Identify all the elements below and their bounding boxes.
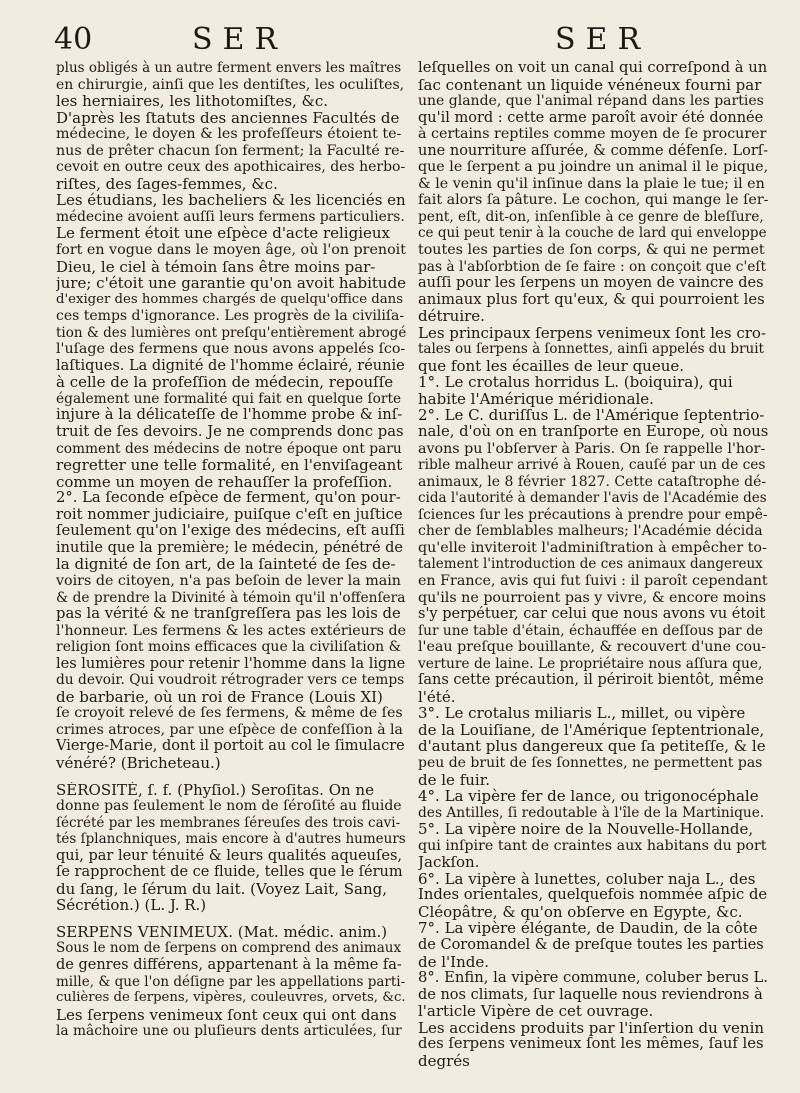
text-line: Les ſerpens venimeux ſont ceux qui ont dans	[56, 1006, 397, 1024]
text-line: s'y perpétuer, car celui que nous avons vu étoit	[418, 606, 766, 623]
text-line: Les accidens produits par l'inſertion du venin	[418, 1019, 765, 1037]
text-line: ces temps d'ignorance. Les progrès de la civiliſa-	[56, 308, 405, 325]
text-line: ſe rapprochent de ce fluide, telles que le ſérum	[56, 864, 403, 881]
text-line: rible malheur arrivé à Rouen, cauſé par un de ces	[418, 457, 766, 474]
text-line: mille, & que l'on déſigne par les appellations parti-	[56, 973, 406, 990]
text-line: la dignité de ſon art, de la ſainteté de ſes de-	[56, 556, 396, 573]
text-line: de l'Inde.	[418, 953, 490, 971]
text-line: Vierge-Marie, dont il portoit au col le ſimulacre	[56, 738, 405, 755]
text-line: qui inſpire tant de craintes aux habitans du port	[418, 837, 767, 854]
text-line: du ſang, le ſérum du lait. (Voyez Lait, Sang,	[56, 880, 388, 898]
text-line: Cléopâtre, & qu'on obſerve en Egypte, &c.	[418, 903, 743, 921]
text-line: de Coromandel & de preſque toutes les parties	[418, 936, 764, 953]
text-line: 4°. La vipère fer de lance, ou trigonocéphale	[418, 788, 759, 805]
text-line: ce qui peut tenir à la couche de lard qui enveloppe	[418, 225, 767, 242]
text-line: Jackſon.	[418, 854, 480, 871]
text-line: fort en vogue dans le moyen âge, où l'on prenoit	[56, 242, 406, 259]
text-line: peu de bruit de ſes ſonnettes, ne permettent pas	[418, 754, 763, 771]
text-line: leſquelles on voit un canal qui correſpond à un	[418, 60, 768, 76]
text-line: habite l'Amérique méridionale.	[418, 390, 654, 408]
running-head-right: SER	[555, 22, 651, 57]
text-line: talement l'introduction de ces animaux dangereux	[418, 556, 763, 573]
text-line: & le venin qu'il inſinue dans la plaie le tue; il en	[418, 175, 765, 192]
text-line: de nos climats, ſur laquelle nous reviendrons à	[418, 986, 763, 1003]
text-line: que le ſerpent a pu joindre un animal il le pique,	[418, 159, 768, 176]
text-line: fait alors ſa pâture. Le cochon, qui mange le ſer-	[418, 192, 768, 209]
text-line: à certains reptiles comme moyen de ſe procurer	[418, 126, 767, 143]
text-line: toutes les parties de ſon corps, & qui ne permet	[418, 242, 765, 259]
text-line: la mâchoire une ou pluſieurs dents articulées, ſur	[56, 1023, 402, 1040]
text-line: SÉROSITÉ, ſ. f. (Phyſiol.) Seroſitas. On ne	[56, 781, 374, 799]
text-line: également une formalité qui fait en quelque ſorte	[56, 390, 402, 407]
text-line: qu'elle inviteroit l'adminiſtration à empêcher to-	[418, 539, 767, 556]
text-line: ſe croyoit relevé de ſes fermens, & même de ſes	[56, 705, 403, 722]
text-line: ſur une table d'étain, échauffée en deſſous par de	[418, 622, 764, 639]
text-line: médecine avoient auſſi leurs fermens particuliers.	[56, 208, 405, 225]
text-line: 2°. La ſeconde eſpèce de ferment, qu'on pour-	[56, 490, 401, 507]
text-line: religion ſont moins efficaces que la civiliſation &	[56, 639, 402, 656]
text-line: ſciences ſur les précautions à prendre pour empê-	[418, 506, 768, 523]
text-line: qu'il mord : cette arme paroît avoir été donnée	[418, 109, 764, 126]
text-line: 2°. Le C. duriſſus L. de l'Amérique ſeptentrio-	[418, 407, 765, 425]
text-line: en France, avis qui fut ſuivi : il paroît cependant	[418, 572, 768, 589]
text-line: pas la vérité & ne tranſgreſſera pas les lois de	[56, 606, 401, 623]
text-line: Sécrétion.) (L. J. R.)	[56, 897, 207, 914]
running-head-left: SER	[192, 22, 288, 57]
text-line: donne pas ſeulement le nom de ſéroſité au fluide	[56, 798, 402, 815]
text-line: détruire.	[418, 308, 485, 325]
text-line: Les étudians, les bacheliers & les licenciés en	[56, 192, 406, 209]
text-line: que font les écailles de leur queue.	[418, 357, 685, 375]
text-line: une glande, que l'animal répand dans les parties	[418, 93, 764, 110]
text-line: tés ſplanchniques, mais encore à d'autres humeurs	[56, 831, 406, 848]
text-line: tales ou ſerpens à ſonnettes, ainſi appelés du bruit	[418, 341, 764, 358]
text-line: verture de laine. Le propriétaire nous aſſura que,	[418, 655, 763, 672]
paragraph-gap	[56, 914, 406, 924]
text-line: 1°. Le crotalus horridus L. (boiquira), qui	[418, 374, 733, 391]
text-line: à celle de la profeſſion de médecin, repouſſe	[56, 374, 394, 391]
text-line: cevoit en outre ceux des apothicaires, des herbo-	[56, 159, 406, 176]
text-line: animaux, le 8 février 1827. Cette cataſtrophe dé-	[418, 473, 767, 490]
text-line: D'après les ſtatuts des anciennes Facultés de	[56, 109, 400, 127]
text-line: degrés	[418, 1052, 470, 1070]
text-line: vénéré? (Bricheteau.)	[56, 754, 221, 772]
text-line: cida l'autorité à demander l'avis de l'Académie des	[418, 490, 767, 507]
text-line: les lumières pour retenir l'homme dans la ligne	[56, 655, 406, 672]
text-line: 7°. La vipère élégante, de Daudin, de la côte	[418, 920, 758, 937]
text-line: une nourriture aſſurée, & comme défenſe. Lorſ-	[418, 142, 768, 159]
text-line: Dieu, le ciel à témoin ſans être moins par-	[56, 258, 376, 276]
text-line: truit de ſes devoirs. Je ne comprends donc pas	[56, 424, 404, 441]
text-line: ſécrété par les membranes ſéreuſes des trois cavi-	[56, 814, 401, 831]
text-line: l'honneur. Les fermens & les actes extérieurs de	[56, 622, 406, 639]
text-line: roit nommer judiciaire, puiſque c'eſt en juſtice	[56, 506, 403, 523]
text-line: tion & des lumières ont preſqu'entièrement abrogé	[56, 324, 406, 341]
text-line: médecine, le doyen & les profeſſeurs étoient te-	[56, 126, 402, 143]
text-line: l'été.	[418, 688, 456, 706]
text-line: 6°. La vipère à lunettes, coluber naja L., des	[418, 870, 756, 888]
left-column	[56, 60, 406, 1040]
text-line: injure à la délicateſſe de l'homme probe & inſ-	[56, 407, 403, 424]
text-line: 3°. Le crotalus miliaris L., millet, ou vipère	[418, 705, 746, 722]
text-line: de le fuir.	[418, 771, 490, 789]
text-line: inutile que la première; le médecin, pénétré de	[56, 539, 404, 556]
text-line: ſeulement qu'on l'exige des médecins, eſt auſſi	[56, 523, 405, 540]
text-line: & de prendre la Divinité à témoin qu'il n'offenſera	[56, 589, 406, 606]
text-line: pas à l'abſorbtion de ſe faire : on conçoit que c'eſt	[418, 258, 767, 275]
text-line: nus de prêter chacun ſon ferment; la Faculté re-	[56, 142, 405, 159]
text-line: de genres différens, appartenant à la même fa-	[56, 956, 402, 973]
text-line: les herniaires, les lithotomiſtes, &c.	[56, 93, 329, 110]
text-line: de la Louiſiane, de l'Amérique ſeptentrionale,	[418, 721, 765, 739]
text-line: comme un moyen de rehauſſer la profeſſion.	[56, 473, 393, 491]
text-line: Le ferment étoit une eſpèce d'acte religieux	[56, 225, 390, 243]
text-line: regretter une telle formalité, en l'enviſageant	[56, 457, 403, 474]
text-line: avons pu l'obſerver à Paris. On ſe rappelle l'hor-	[418, 440, 766, 457]
text-line: Les principaux ſerpens venimeux ſont les cro-	[418, 324, 767, 342]
text-line: l'article Vipère de cet ouvrage.	[418, 1003, 654, 1020]
text-line: laſtiques. La dignité de l'homme éclairé, réunie	[56, 357, 405, 374]
text-line: en chirurgie, ainſi que les dentiſtes, les oculiſtes,	[56, 76, 405, 93]
text-line: l'eau preſque bouillante, & recouvert d'une cou-	[418, 639, 767, 656]
text-line: de barbarie, où un roi de France (Louis XI)	[56, 688, 383, 706]
text-line: du devoir. Qui voudroit rétrograder vers ce temps	[56, 672, 405, 689]
text-line: plus obligés à un autre ferment envers les maîtres	[56, 60, 402, 76]
text-line: Sous le nom de ſerpens on comprend des animaux	[56, 940, 402, 957]
text-line: ſans cette précaution, il périroit bientôt, même	[418, 672, 764, 689]
text-line: auſſi pour les ſerpens un moyen de vaincre des	[418, 275, 764, 292]
text-line: 8°. Enfin, la vipère commune, coluber berus L.	[418, 970, 768, 987]
text-line: des Antilles, ſi redoutable à l'île de la Martinique.	[418, 804, 765, 821]
text-line: crimes atroces, par une eſpèce de confeſſion à la	[56, 721, 403, 738]
text-line: culières de ſerpens, vipères, couleuvres, orvets, &c.	[56, 990, 406, 1006]
text-line: pent, eſt, dit-on, inſenſible à ce genre de bleſſure,	[418, 208, 764, 225]
text-line: Indes orientales, quelquefois nommée aſpic de	[418, 887, 768, 904]
text-line: comment des médecins de notre époque ont paru	[56, 440, 402, 457]
text-line: qu'ils ne pourroient pas y vivre, & encore moins	[418, 589, 767, 606]
text-line: ſac contenant un liquide vénéneux fourni par	[418, 76, 762, 94]
text-line: riſtes, des ſages-femmes, &c.	[56, 175, 278, 193]
text-line: d'autant plus dangereux que ſa petiteſſe, & le	[418, 738, 766, 755]
text-line: d'exiger des hommes chargés de quelqu'office dans	[56, 291, 403, 307]
text-line: qui, par leur ténuité & leurs qualités aqueuſes,	[56, 847, 403, 864]
text-line: SERPENS VENIMEUX. (Mat. médic. anim.)	[56, 923, 388, 941]
paragraph-gap	[56, 772, 406, 782]
text-line: des ſerpens venimeux ſont les mêmes, ſauf les	[418, 1036, 764, 1053]
text-line: l'uſage des fermens que nous avons appelés ſco-	[56, 341, 406, 358]
text-line: animaux plus fort qu'eux, & qui pourroient les	[418, 291, 765, 308]
text-line: jure; c'étoit une garantie qu'on avoit habitude	[56, 275, 406, 292]
right-column	[418, 60, 768, 1069]
page-number: 40	[54, 22, 93, 57]
text-line: nale, d'où on en tranſporte en Europe, où nous	[418, 424, 768, 441]
text-line: 5°. La vipère noire de la Nouvelle-Hollande,	[418, 821, 754, 838]
text-line: voirs de citoyen, n'a pas beſoin de lever la main	[56, 572, 401, 589]
text-line: cher de ſemblables malheurs; l'Académie décida	[418, 523, 763, 540]
